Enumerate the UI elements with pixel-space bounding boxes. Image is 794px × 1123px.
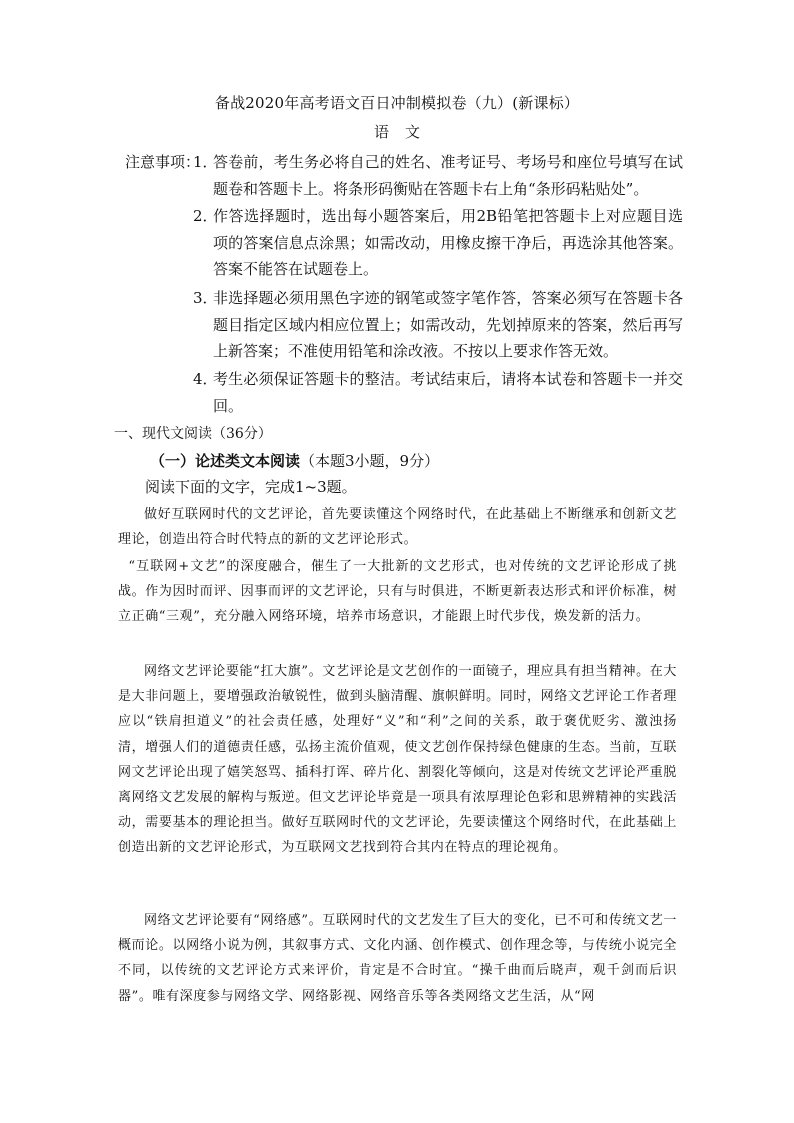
notice-label: 注意事项： <box>125 153 201 171</box>
notice-item-number: 3． <box>193 289 218 307</box>
notice-item-4 <box>193 366 683 419</box>
notice-item-text: 作答选择题时，选出每小题答案后，用2B铅笔把答题卡上对应题目选项的答案信息点涂黑；如需改动，用橡皮擦干净后，再选涂其他答案。答案不能答在试题卷上。 <box>213 207 683 278</box>
passage-paragraph-4: 网络文艺评论要有“网络感”。互联网时代的文艺发生了巨大的变化，已不可和传统文艺一概而论。以网络小说为例，其叙事方式、文化内涵、创作模式、创作理念等，与传统小说完全不同，以传统的文艺评论方式来评价，肯定是不合时宜。“操千曲而后晓声，观千剑而后识器”。唯有深度参与网络文学、网络影视、网络音乐等各类网络文艺生活，从“网 <box>118 913 677 1004</box>
notice-item-1 <box>193 149 683 202</box>
passage-paragraph-1: 做好互联网时代的文艺评论，首先要读懂这个网络时代，在此基础上不断继承和创新文艺理论，创造出符合时代特点的新的文艺评论形式。 <box>118 507 677 548</box>
subheading-note: （本题3小题，9分） <box>300 452 440 470</box>
section-heading-modern-reading: 一、现代文阅读（36分） <box>114 426 272 442</box>
notice-item-text: 考生必须保证答题卡的整洁。考试结束后，请将本试卷和答题卡一并交回。 <box>213 370 683 415</box>
reading-instruction: 阅读下面的文字，完成1~3题。 <box>145 478 357 496</box>
subheading-bold: （一）论述类文本阅读 <box>150 452 301 470</box>
notice-item-text: 答卷前，考生务必将自己的姓名、准考证号、考场号和座位号填写在试题卷和答题卡上。将条形码衡贴在答题卡右上角“条形码粘贴处”。 <box>213 153 683 198</box>
subject-char-2: 文 <box>405 123 421 141</box>
notice-item-3 <box>193 285 683 365</box>
notice-item-2 <box>193 203 683 283</box>
passage-paragraph-3: 网络文艺评论要能“扛大旗”。文艺评论是文艺创作的一面镜子，理应具有担当精神。在大是大非问题上，要增强政治敏锐性，做到头脑清醒、旗帜鲜明。同时，网络文艺评论工作者理应以“铁肩担道义”的社会责任感，处理好“义”和“利”之间的关系，敢于褒优贬劣、激浊扬清，增强人们的道德责任感，弘扬主流价值观，使文艺创作保持绿色健康的生态。当前，互联网文艺评论出现了嬉笑怒骂、插科打诨、碎片化、割裂化等倾向，这是对传统文艺评论严重脱离网络文艺发展的解构与叛逆。但文艺评论毕竟是一项具有浓厚理论色彩和思辨精神的实践活动，需要基本的理论担当。做好互联网时代的文艺评论，先要读懂这个网络时代，在此基础上创造出新的文艺评论形式，为互联网文艺找到符合其内在特点的理论视角。 <box>118 664 677 856</box>
notice-item-number: 2． <box>193 207 218 225</box>
subject-char-1: 语 <box>373 123 389 141</box>
notice-item-number: 1． <box>193 153 218 171</box>
notice-item-number: 4． <box>193 370 218 388</box>
passage-paragraph-2: “互联网+文艺”的深度融合，催生了一大批新的文艺形式，也对传统的文艺评论形成了挑战。作为因时而评、因事而评的文艺评论，只有与时俱进，不断更新表达形式和评价标准，树立正确“三观”，充分融入网络环境，培养市场意识，才能跟上时代步伐，焕发新的活力。 <box>118 559 677 625</box>
notice-item-text: 非选择题必须用黑色字迹的钢笔或签字笔作答，答案必须写在答题卡各题目指定区域内相应位置上；如需改动，先划掉原来的答案，然后再写上新答案；不准使用铅笔和涂改液。不按以上要求作答无效。 <box>213 289 683 360</box>
subject-heading <box>0 122 794 142</box>
section-subheading <box>150 451 439 471</box>
exam-title: 备战2020年高考语文百日冲制模拟卷（九）(新课标） <box>214 94 580 112</box>
